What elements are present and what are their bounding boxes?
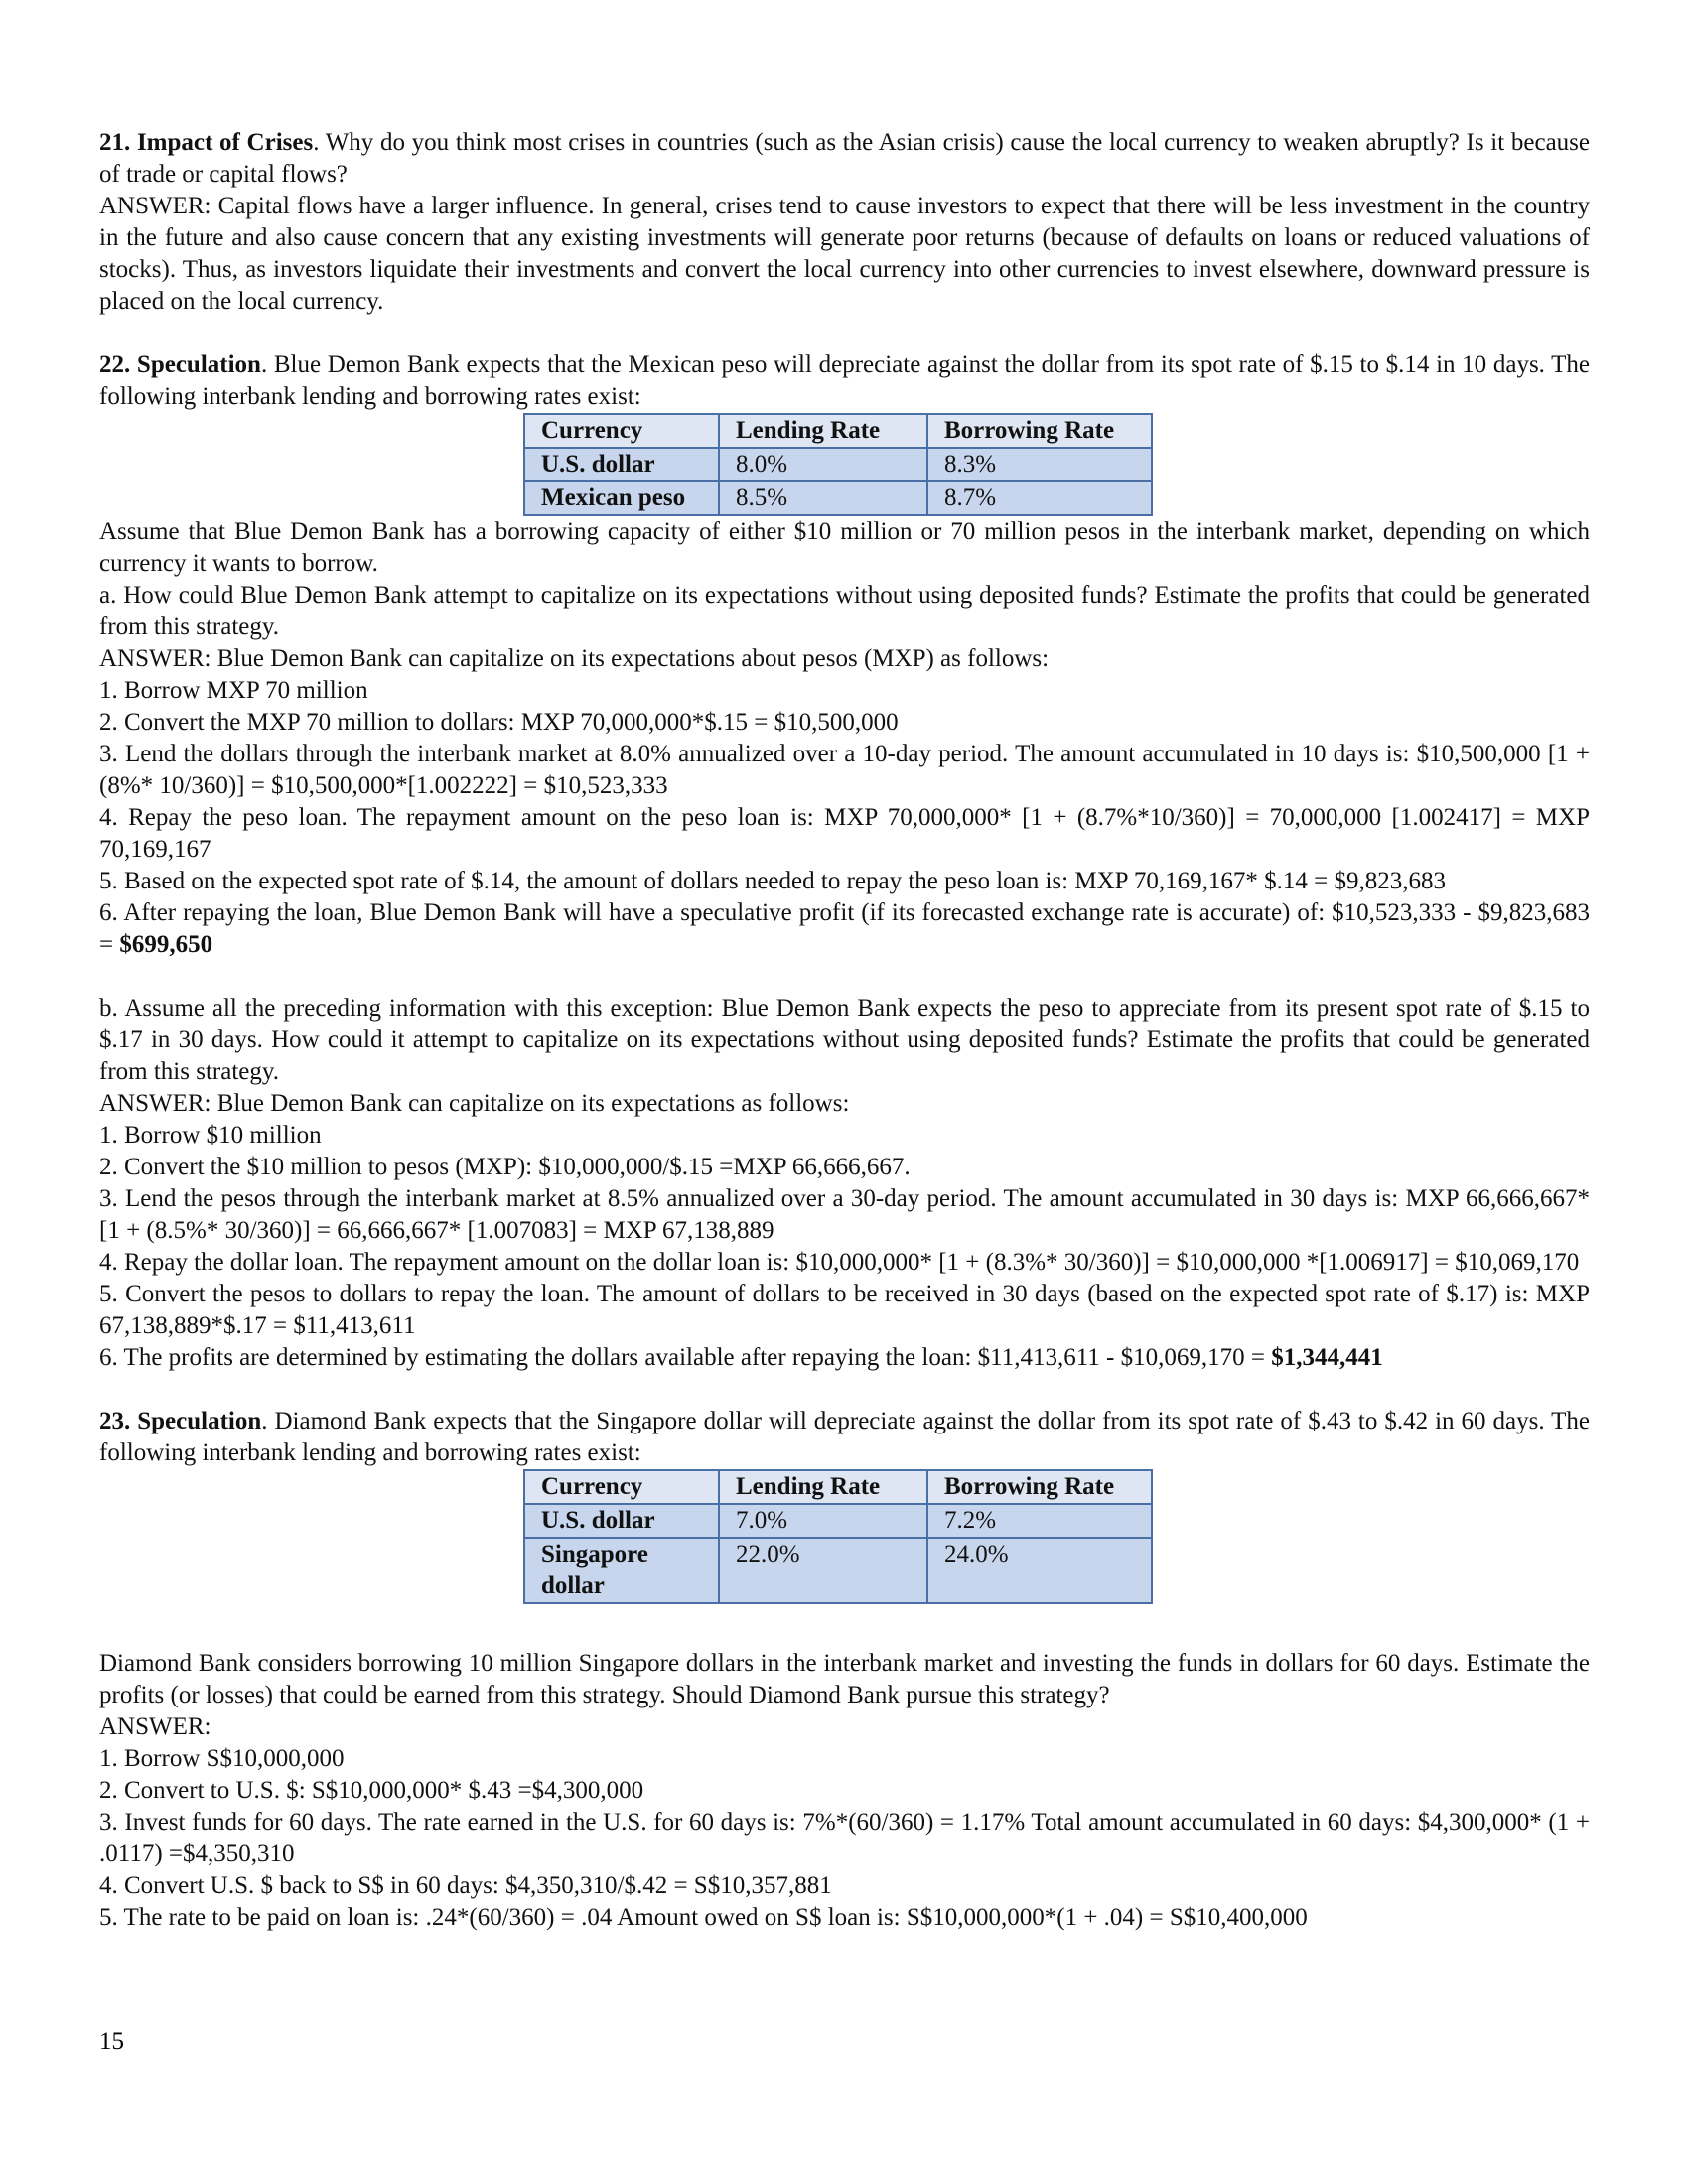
list-item: 3. Invest funds for 60 days. The rate earned in the U.S. for 60 days is: 7%*(60/360) = 1.17% Total amount accumulated in 60 days: $4,300,000* (1 + .0117) =$4,350,310 [99,1809,1590,1867]
table-header-currency: Currency [524,414,719,448]
q23-heading: 23. Speculation [99,1408,262,1434]
table-cell-currency: Singapore dollar [524,1538,719,1603]
q22-question: 22. Speculation. Blue Demon Bank expects that the Mexican peso will depreciate against the dollar from its spot rate of $.15 to $.14 in 10 days. The following interbank lending and borrowing rates exist: [99,351,1591,410]
q21-answer: ANSWER: Capital flows have a larger influence. In general, crises tend to cause investors to expect that there will be less investment in the country in the future and also cause concern that any existing investments will generate poor returns (because of defaults on loans or reduced valuations of stocks). Thus, as investors liquidate their investments and convert the local currency into other currencies to invest elsewhere, downward pressure is placed on the local currency. [99,193,1590,315]
table-header-lending: Lending Rate [719,1470,927,1504]
list-item: 6. After repaying the loan, Blue Demon Bank will have a speculative profit (if its forecasted exchange rate is accurate) of: $10,523,333 - $9,823,683 = $699,650 [99,899,1590,958]
table-cell-currency: U.S. dollar [524,1504,719,1538]
list-item: 4. Repay the peso loan. The repayment amount on the peso loan is: MXP 70,000,000* [1 + (8.7%*10/360)] = 70,000,000 [1.002417] = MXP 70,169,167 [99,804,1590,863]
list-item: 6. The profits are determined by estimating the dollars available after repaying the loan: $11,413,611 - $10,069,170 = $1,344,441 [99,1344,1383,1371]
q22-answer-a: ANSWER: Blue Demon Bank can capitalize on its expectations about pesos (MXP) as follows: [99,645,1050,672]
table-header-row [524,1470,1152,1504]
table-cell-borrowing: 24.0% [927,1538,1152,1603]
table-cell-borrowing: 7.2% [927,1504,1152,1538]
q21-question: 21. Impact of Crises. Why do you think most crises in countries (such as the Asian crisis) cause the local currency to weaken abruptly? Is it because of trade or capital flows? [99,129,1591,188]
table-cell-currency: Mexican peso [524,481,719,515]
q22-assumption: Assume that Blue Demon Bank has a borrowing capacity of either $10 million or 70 million pesos in the interbank market, depending on which currency it wants to borrow. [99,518,1590,577]
q22-answer-b: ANSWER: Blue Demon Bank can capitalize on its expectations as follows: [99,1090,850,1117]
q23-question: 23. Speculation. Diamond Bank expects that the Singapore dollar will depreciate against the dollar from its spot rate of $.43 to $.42 in 60 days. The following interbank lending and borrowing rates exist: [99,1408,1590,1466]
document-page [99,127,1590,1934]
table-row [524,1538,1152,1603]
table-row [524,1504,1152,1538]
q22-part-a: a. How could Blue Demon Bank attempt to capitalize on its expectations without using deposited funds? Estimate the profits that could be generated from this strategy. [99,582,1590,640]
list-item: 1. Borrow MXP 70 million [99,677,368,704]
table-header-lending: Lending Rate [719,414,927,448]
table-cell-lending: 8.0% [719,448,927,481]
page-number: 15 [99,2028,124,2055]
q22-rates-table [523,413,1153,516]
table-cell-lending: 22.0% [719,1538,927,1603]
table-header-borrowing: Borrowing Rate [927,1470,1152,1504]
list-item: 5. Convert the pesos to dollars to repay the loan. The amount of dollars to be received in 30 days (based on the expected spot rate of $.17) is: MXP 67,138,889*$.17 = $11,413,611 [99,1281,1590,1339]
table-row [524,481,1152,515]
q22-heading: 22. Speculation [99,351,261,378]
table-cell-lending: 8.5% [719,481,927,515]
q22-part-b: b. Assume all the preceding information with this exception: Blue Demon Bank expects the peso to appreciate from its present spot rate of $.15 to $.17 in 30 days. How could it attempt to capitalize on its expectations without using deposited funds? Estimate the profits that could be generated from this strategy. [99,995,1590,1085]
table-cell-borrowing: 8.3% [927,448,1152,481]
q21-heading: 21. Impact of Crises [99,129,314,156]
table-row [524,448,1152,481]
q23-answer: ANSWER: [99,1713,211,1740]
table-header-borrowing: Borrowing Rate [927,414,1152,448]
list-item: 5. The rate to be paid on loan is: .24*(60/360) = .04 Amount owed on S$ loan is: S$10,000,000*(1 + .04) = S$10,400,000 [99,1904,1308,1931]
q22-profit-b: $1,344,441 [1271,1344,1383,1371]
list-item: 3. Lend the dollars through the interbank market at 8.0% annualized over a 10-day period. The amount accumulated in 10 days is: $10,500,000 [1 + (8%* 10/360)] = $10,500,000*[1.002222] = $10,523,333 [99,741,1590,799]
table-header-row [524,414,1152,448]
table-header-currency: Currency [524,1470,719,1504]
q22-profit-a: $699,650 [119,931,213,958]
list-item: 2. Convert to U.S. $: S$10,000,000* $.43 =$4,300,000 [99,1777,644,1804]
list-item: 4. Convert U.S. $ back to S$ in 60 days: $4,350,310/$.42 = S$10,357,881 [99,1872,832,1899]
list-item: 1. Borrow S$10,000,000 [99,1745,345,1772]
q23-rates-table [523,1469,1153,1604]
table-cell-borrowing: 8.7% [927,481,1152,515]
list-item: 1. Borrow $10 million [99,1122,322,1149]
table-cell-lending: 7.0% [719,1504,927,1538]
table-cell-currency: U.S. dollar [524,448,719,481]
list-item: 2. Convert the $10 million to pesos (MXP): $10,000,000/$.15 =MXP 66,666,667. [99,1154,911,1180]
q23-considers: Diamond Bank considers borrowing 10 million Singapore dollars in the interbank market and investing the funds in dollars for 60 days. Estimate the profits (or losses) that could be earned from this strategy. Should Diamond Bank pursue this strategy? [99,1650,1590,1708]
list-item: 5. Based on the expected spot rate of $.14, the amount of dollars needed to repay the peso loan is: MXP 70,169,167* $.14 = $9,823,683 [99,868,1446,894]
list-item: 4. Repay the dollar loan. The repayment amount on the dollar loan is: $10,000,000* [1 + (8.3%* 30/360)] = $10,000,000 *[1.006917] = $10,069,170 [99,1249,1580,1276]
list-item: 3. Lend the pesos through the interbank market at 8.5% annualized over a 30-day period. The amount accumulated in 30 days is: MXP 66,666,667* [1 + (8.5%* 30/360)] = 66,666,667* [1.007083] = MXP 67,138,889 [99,1185,1590,1244]
list-item: 2. Convert the MXP 70 million to dollars: MXP 70,000,000*$.15 = $10,500,000 [99,709,899,736]
